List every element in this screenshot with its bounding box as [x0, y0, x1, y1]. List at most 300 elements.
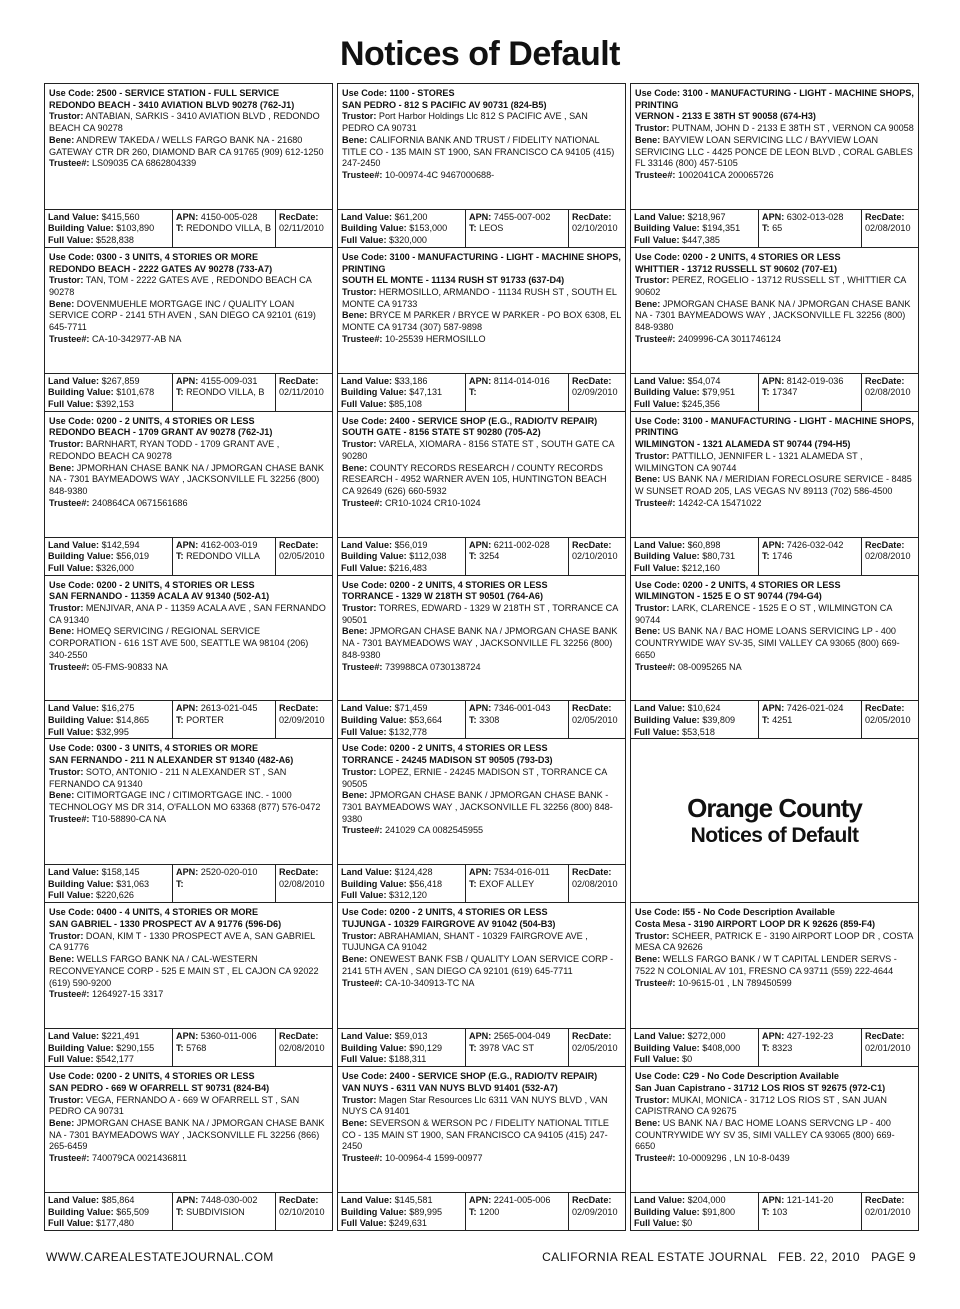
bene-value: JPMORGAN CHASE BANK NA / JPMORGAN CHASE BANK NA - 7301 BAYMEADOWS WAY , JACKSONVILLE FL 32256 (800) 848-9380 — [342, 626, 618, 660]
recdate-label-line — [279, 540, 329, 552]
use-code: Use Code: 3100 - MANUFACTURING - LIGHT - MACHINE SHOPS, PRINTING — [635, 415, 914, 438]
apn — [176, 212, 272, 224]
tract-value: 3308 — [479, 715, 500, 726]
building-value-amount: $47,131 — [409, 387, 443, 398]
tract-label: T: — [762, 715, 770, 726]
apn-label: APN: — [762, 375, 785, 386]
building-value — [634, 715, 755, 727]
bene-label: Bene: — [49, 954, 75, 965]
land-value-amount: $267,859 — [101, 375, 140, 386]
recdate-label: RecDate: — [572, 703, 612, 714]
recdate-label-line — [865, 376, 915, 388]
apn-block — [759, 1029, 862, 1066]
full-value-amount: $220,626 — [96, 890, 134, 901]
trustee-line — [342, 170, 621, 182]
trustee-line — [49, 158, 328, 170]
trustee-line — [342, 498, 621, 510]
building-value-label: Building Value: — [341, 715, 407, 726]
land-value — [341, 540, 462, 552]
building-value-label: Building Value: — [48, 223, 114, 234]
trustee-line — [635, 662, 914, 674]
building-value-label: Building Value: — [341, 878, 407, 889]
trustee-label: Trustee#: — [342, 333, 383, 344]
trustor-line — [342, 287, 621, 310]
tract-label: T: — [469, 223, 477, 234]
tract-label: T: — [176, 551, 184, 562]
recdate-label-line — [572, 1195, 622, 1207]
notice-card — [630, 83, 919, 248]
value-row — [45, 209, 332, 247]
full-value-label: Full Value: — [48, 1218, 94, 1229]
trustor-value: LOPEZ, ERNIE - 24245 MADISON ST , TORRANCE CA 90505 — [342, 766, 607, 789]
recdate-value-line — [865, 1207, 915, 1219]
land-value-label: Land Value: — [341, 703, 393, 714]
property-location: San Juan Capistrano - 31712 LOS RIOS ST 92675 (972-C1) — [635, 1082, 886, 1093]
apn-value: 7448-030-002 — [200, 1195, 258, 1206]
building-value-label: Building Value: — [341, 387, 407, 398]
notice-card — [630, 411, 919, 576]
tract — [469, 551, 565, 563]
notice-card — [337, 902, 626, 1067]
tract-value: SUBDIVISION — [186, 1206, 245, 1217]
building-value — [341, 223, 462, 235]
full-value — [48, 563, 169, 575]
apn — [176, 1195, 272, 1207]
trustee-label: Trustee#: — [635, 169, 676, 180]
recdate-value: 02/05/2010 — [865, 715, 911, 726]
building-value — [48, 879, 169, 891]
building-value-label: Building Value: — [48, 878, 114, 889]
use-code: Use Code: 2400 - SERVICE SHOP (E.G., RADIO/TV REPAIR) — [342, 1071, 598, 1082]
recdate-value: 02/11/2010 — [279, 223, 324, 234]
bene-label: Bene: — [635, 1117, 661, 1128]
tract — [762, 1043, 858, 1055]
use-code: Use Code: 0200 - 2 UNITS, 4 STORIES OR LESS — [342, 579, 548, 590]
land-value-amount: $124,428 — [394, 867, 433, 878]
notice-body — [631, 248, 918, 373]
notice-body — [45, 84, 332, 209]
apn — [176, 540, 272, 552]
building-value-amount: $79,951 — [702, 387, 736, 398]
value-row — [45, 1192, 332, 1230]
bene-line — [342, 790, 621, 825]
building-value-label: Building Value: — [341, 551, 407, 562]
trustor-line — [635, 603, 914, 626]
tract-value: LEOS — [479, 223, 504, 234]
apn-block — [466, 865, 569, 902]
value-block — [631, 701, 759, 738]
recdate-block — [569, 1029, 625, 1066]
page-title: Notices of Default — [339, 35, 621, 73]
value-row — [338, 1028, 625, 1066]
notices-grid — [44, 83, 916, 1230]
land-value — [634, 540, 755, 552]
trustor-value: HERMOSILLO, ARMANDO - 11134 RUSH ST , SOUTH EL MONTE CA 91733 — [342, 286, 617, 309]
apn — [176, 867, 272, 879]
recdate-label-line — [279, 703, 329, 715]
apn-block — [466, 1029, 569, 1066]
notice-body — [338, 412, 625, 537]
notice-card — [337, 575, 626, 740]
land-value-amount: $221,491 — [101, 1031, 140, 1042]
use-code: Use Code: I55 - No Code Description Available — [635, 907, 835, 918]
full-value-amount: $32,995 — [96, 726, 129, 737]
recdate-value: 02/09/2010 — [572, 1206, 618, 1217]
full-value-label: Full Value: — [48, 890, 94, 901]
bene-value: JPMORGAN CHASE BANK NA / JPMORGAN CHASE BANK NA - 7301 BAYMEADOWS WAY , JACKSONVILLE FL 32256 (800) 848-9380 — [635, 298, 911, 333]
notice-card — [337, 738, 626, 903]
apn-value: 121-141-20 — [786, 1195, 834, 1206]
tract-value: REDONDO VILLA, B — [186, 223, 272, 234]
tract — [469, 715, 565, 727]
bene-label: Bene: — [635, 298, 661, 309]
trustee-line — [342, 662, 621, 674]
notice-card — [44, 575, 333, 740]
tract — [176, 879, 272, 891]
recdate-label: RecDate: — [865, 539, 905, 550]
notice-card — [44, 1066, 333, 1231]
tract — [176, 1043, 272, 1055]
trustor-line — [342, 767, 621, 790]
notice-card — [44, 738, 333, 903]
full-value-amount: $249,631 — [389, 1218, 427, 1229]
recdate-label-line — [572, 703, 622, 715]
apn-value: 7426-032-042 — [786, 539, 844, 550]
trustor-value: LARK, CLARENCE - 1525 E O ST , WILMINGTON CA 90744 — [635, 602, 892, 625]
bene-line — [635, 954, 914, 977]
value-block — [45, 1193, 173, 1230]
land-value-amount: $272,000 — [687, 1031, 726, 1042]
full-value-amount: $326,000 — [96, 562, 134, 573]
full-value — [48, 399, 169, 411]
value-row — [631, 537, 918, 575]
property-location: SAN PEDRO - 669 W OFARRELL ST 90731 (824-B4) — [49, 1082, 270, 1093]
apn-value: 2520-020-010 — [200, 867, 258, 878]
land-value — [634, 1195, 755, 1207]
land-value — [48, 212, 169, 224]
land-value-label: Land Value: — [341, 211, 393, 222]
trustor-line — [49, 931, 328, 954]
value-row — [631, 1028, 918, 1066]
recdate-label-line — [279, 212, 329, 224]
property-location: SAN FERNANDO - 211 N ALEXANDER ST 91340 (482-A6) — [49, 755, 294, 766]
apn-value: 2241-005-006 — [493, 1195, 551, 1206]
tract-label: T: — [469, 387, 477, 398]
trustee-line — [49, 662, 328, 674]
building-value — [48, 223, 169, 235]
tract-value: EXOF ALLEY — [479, 878, 535, 889]
full-value-amount: $132,778 — [389, 726, 427, 737]
building-value-amount: $91,800 — [702, 1206, 736, 1217]
apn — [176, 703, 272, 715]
property-location: SOUTH EL MONTE - 11134 RUSH ST 91733 (637-D4) — [342, 275, 565, 286]
full-value-amount: $447,385 — [682, 235, 720, 246]
tract — [176, 387, 272, 399]
full-value — [341, 235, 462, 247]
apn-label: APN: — [176, 375, 199, 386]
building-value-amount: $31,063 — [116, 878, 150, 889]
trustor-value: ABRAHAMIAN, SHANT - 10329 FAIRGROVE AVE , TUJUNGA CA 91042 — [342, 930, 588, 953]
trustor-label: Trustor: — [49, 1094, 84, 1105]
property-location: TORRANCE - 24245 MADISON ST 90505 (793-D3) — [342, 755, 553, 766]
land-value-label: Land Value: — [48, 375, 100, 386]
notice-card — [44, 83, 333, 248]
building-value-amount: $408,000 — [702, 1042, 741, 1053]
building-value — [341, 715, 462, 727]
apn-block — [173, 1029, 276, 1066]
apn-block — [173, 374, 276, 411]
trustor-label: Trustor: — [635, 450, 670, 461]
notice-card — [44, 411, 333, 576]
property-location: WILMINGTON - 1525 E O ST 90744 (794-G4) — [635, 591, 822, 602]
recdate-label: RecDate: — [572, 211, 612, 222]
building-value — [634, 223, 755, 235]
value-block — [45, 1029, 173, 1066]
tract-label: T: — [469, 551, 477, 562]
trustor-label: Trustor: — [49, 766, 84, 777]
recdate-value: 02/05/2010 — [572, 1042, 618, 1053]
tract-label: T: — [176, 1206, 184, 1217]
bene-label: Bene: — [342, 310, 368, 321]
full-value-amount: $320,000 — [389, 235, 427, 246]
apn-value: 7455-007-002 — [493, 211, 551, 222]
full-value-amount: $216,483 — [389, 562, 427, 573]
apn — [176, 1031, 272, 1043]
land-value — [48, 1031, 169, 1043]
trustee-value: CA-10-340913-TC NA — [384, 977, 475, 988]
building-value — [341, 879, 462, 891]
value-block — [338, 1029, 466, 1066]
apn-label: APN: — [469, 703, 492, 714]
property-location: SOUTH GATE - 8156 STATE ST 90280 (705-A2) — [342, 427, 541, 438]
bene-value: BAYVIEW LOAN SERVICING LLC / BAYVIEW LOAN SERVICING LLC - 4425 PONCE DE LEON BLVD , CORAL GABLES FL 33146 (800) 457-5105 — [635, 134, 913, 169]
apn — [762, 703, 858, 715]
building-value-label: Building Value: — [341, 223, 407, 234]
trustor-label: Trustor: — [635, 930, 670, 941]
tract — [762, 387, 858, 399]
recdate-label: RecDate: — [279, 539, 319, 550]
trustor-line — [635, 1095, 914, 1118]
recdate-label-line — [572, 376, 622, 388]
recdate-label: RecDate: — [279, 867, 319, 878]
tract-value: PORTER — [186, 715, 224, 726]
tract-label: T: — [762, 1206, 770, 1217]
full-value-label: Full Value: — [341, 726, 387, 737]
recdate-label: RecDate: — [865, 703, 905, 714]
value-block — [631, 210, 759, 247]
trustor-line — [342, 111, 621, 134]
land-value-label: Land Value: — [48, 1031, 100, 1042]
full-value — [48, 727, 169, 739]
property-location: SAN FERNANDO - 11359 ACALA AV 91340 (502-A1) — [49, 591, 270, 602]
recdate-value: 02/05/2010 — [279, 551, 325, 562]
land-value — [341, 1031, 462, 1043]
notice-body — [45, 739, 332, 864]
building-value-label: Building Value: — [48, 1206, 114, 1217]
trustor-label: Trustor: — [635, 275, 670, 286]
trustee-label: Trustee#: — [342, 169, 383, 180]
bene-line — [342, 954, 621, 977]
full-value-label: Full Value: — [48, 562, 94, 573]
building-value-label: Building Value: — [341, 1206, 407, 1217]
recdate-block — [276, 701, 332, 738]
notice-card — [630, 575, 919, 740]
apn-block — [759, 538, 862, 575]
use-code: Use Code: 3100 - MANUFACTURING - LIGHT - MACHINE SHOPS, PRINTING — [342, 251, 621, 274]
bene-label: Bene: — [49, 462, 75, 473]
trustee-value: 05-FMS-90833 NA — [91, 661, 168, 672]
apn-label: APN: — [176, 867, 199, 878]
land-value-amount: $60,898 — [687, 539, 721, 550]
trustor-value: PUTNAM, JOHN D - 2133 E 38TH ST , VERNON CA 90058 — [671, 123, 914, 134]
bene-value: COUNTY RECORDS RESEARCH / COUNTY RECORDS RESEARCH - 4952 WARNER AVEN 105, HUNTINGTON BEACH CA 92649 (626) 660-5932 — [342, 462, 607, 496]
bene-value: JPMORHAN CHASE BANK NA / JPMORGAN CHASE BANK NA - 7301 BAYMEADOWS WAY , JACKSONVILLE FL 32256 (800) 848-9380 — [49, 462, 324, 496]
notice-card — [44, 902, 333, 1067]
building-value-label: Building Value: — [341, 1042, 407, 1053]
recdate-value-line — [279, 223, 329, 235]
full-value-amount: $245,356 — [682, 398, 720, 409]
notice-card — [630, 247, 919, 412]
recdate-value: 02/08/2010 — [865, 223, 911, 234]
tract — [469, 387, 565, 399]
apn-value: 427-192-23 — [786, 1031, 834, 1042]
use-code: Use Code: 0300 - 3 UNITS, 4 STORIES OR MORE — [49, 251, 259, 262]
recdate-label-line — [865, 703, 915, 715]
recdate-label-line — [279, 1195, 329, 1207]
trustor-label: Trustor: — [49, 111, 84, 122]
full-value — [634, 399, 755, 411]
apn-label: APN: — [469, 539, 492, 550]
property-location: TORRANCE - 1329 W 218TH ST 90501 (764-A6) — [342, 591, 543, 602]
trustor-label: Trustor: — [342, 1094, 377, 1105]
apn-block — [173, 701, 276, 738]
bene-value: US BANK NA / MERIDIAN FORECLOSURE SERVICE - 8485 W SUNSET ROAD 205, LAS VEGAS NV 89113 (702) 586-4500 — [635, 474, 912, 496]
recdate-label-line — [865, 1031, 915, 1043]
building-value-label: Building Value: — [634, 715, 700, 726]
bene-label: Bene: — [49, 298, 75, 309]
apn-value: 8114-014-016 — [493, 375, 550, 386]
bene-value: HOMEQ SERVICING / REGIONAL SERVICE CORPORATION - 616 1ST AVE 500, SEATTLE WA 98104 (206) 340-2550 — [49, 626, 309, 660]
value-block — [45, 538, 173, 575]
recdate-value-line — [865, 1043, 915, 1055]
tract-label: T: — [176, 878, 184, 889]
trustee-label: Trustee#: — [342, 497, 383, 508]
land-value — [48, 540, 169, 552]
full-value-amount: $177,480 — [96, 1218, 134, 1229]
recdate-label: RecDate: — [572, 539, 612, 550]
tract-value: 103 — [772, 1206, 788, 1217]
apn — [762, 540, 858, 552]
recdate-block — [569, 374, 625, 411]
trustor-value: DOAN, KIM T - 1330 PROSPECT AVE A, SAN GABRIEL CA 91776 — [49, 930, 315, 953]
trustee-value: LS09035 CA 6862804339 — [91, 158, 197, 169]
value-row — [338, 373, 625, 411]
land-value-label: Land Value: — [634, 703, 686, 714]
full-value-label: Full Value: — [634, 562, 680, 573]
tract-value: 1200 — [479, 1206, 500, 1217]
property-location: SAN PEDRO - 812 S PACIFIC AV 90731 (824-B5) — [342, 99, 547, 110]
trustee-label: Trustee#: — [49, 989, 90, 1000]
recdate-value: 02/08/2010 — [279, 1042, 325, 1053]
full-value — [634, 1054, 755, 1066]
tract — [469, 879, 565, 891]
land-value-amount: $145,581 — [394, 1195, 433, 1206]
apn-value: 4150-005-028 — [200, 211, 258, 222]
full-value — [48, 235, 169, 247]
land-value-amount: $54,074 — [687, 375, 721, 386]
land-value-amount: $85,864 — [101, 1195, 135, 1206]
recdate-value-line — [865, 715, 915, 727]
building-value-amount: $56,019 — [116, 551, 150, 562]
recdate-label-line — [865, 540, 915, 552]
trustee-line — [49, 989, 328, 1001]
full-value-amount: $53,518 — [682, 726, 715, 737]
property-location: REDONDO BEACH - 3410 AVIATION BLVD 90278 (762-J1) — [49, 99, 295, 110]
trustor-line — [342, 931, 621, 954]
apn-block — [466, 701, 569, 738]
apn-value: 7426-021-024 — [786, 703, 844, 714]
recdate-label: RecDate: — [279, 375, 319, 386]
bene-value: ONEWEST BANK FSB / QUALITY LOAN SERVICE CORP - 2141 5TH AVEN , SAN DIEGO CA 92101 (619) 645-7711 — [342, 954, 614, 976]
tract — [176, 715, 272, 727]
trustee-label: Trustee#: — [635, 497, 676, 508]
value-block — [45, 210, 173, 247]
trustor-label: Trustor: — [342, 286, 377, 297]
building-value — [634, 1207, 755, 1219]
tract-label: T: — [176, 715, 184, 726]
apn-block — [466, 538, 569, 575]
land-value-amount: $16,275 — [101, 703, 135, 714]
trustee-line — [342, 334, 621, 346]
bene-label: Bene: — [635, 474, 661, 485]
apn-label: APN: — [176, 1195, 199, 1206]
bene-line — [635, 1118, 914, 1153]
full-value-amount: $85,108 — [389, 398, 422, 409]
bene-label: Bene: — [342, 1117, 368, 1128]
notice-card — [630, 902, 919, 1067]
trustor-value: PEREZ, ROGELIO - 13712 RUSSELL ST , WHITTIER CA 90602 — [635, 275, 906, 297]
recdate-label-line — [572, 212, 622, 224]
apn — [762, 1195, 858, 1207]
land-value-label: Land Value: — [48, 703, 100, 714]
recdate-value-line — [279, 551, 329, 563]
trustee-label: Trustee#: — [342, 825, 383, 836]
building-value-amount: $153,000 — [409, 223, 448, 234]
bene-line — [342, 463, 621, 498]
notice-card — [337, 83, 626, 248]
bene-value: WELLS FARGO BANK / W T CAPITAL LENDER SERVS - 7522 N COLONIAL AV 101, FRESNO CA 93711 (559) 222-4644 — [635, 954, 897, 976]
bene-line — [49, 135, 328, 158]
recdate-label-line — [279, 867, 329, 879]
trustee-line — [342, 825, 621, 837]
full-value — [48, 1218, 169, 1230]
apn — [176, 376, 272, 388]
trustee-value: 240864CA 0671561686 — [91, 497, 188, 508]
apn — [762, 212, 858, 224]
bene-line — [342, 135, 621, 170]
building-value-label: Building Value: — [634, 1206, 700, 1217]
value-block — [45, 865, 173, 902]
apn-label: APN: — [176, 211, 199, 222]
value-block — [338, 538, 466, 575]
building-value — [48, 551, 169, 563]
land-value — [341, 867, 462, 879]
recdate-block — [276, 1193, 332, 1230]
trustee-label: Trustee#: — [342, 1153, 383, 1164]
recdate-block — [569, 865, 625, 902]
full-value — [341, 1054, 462, 1066]
bene-line — [49, 1118, 328, 1153]
